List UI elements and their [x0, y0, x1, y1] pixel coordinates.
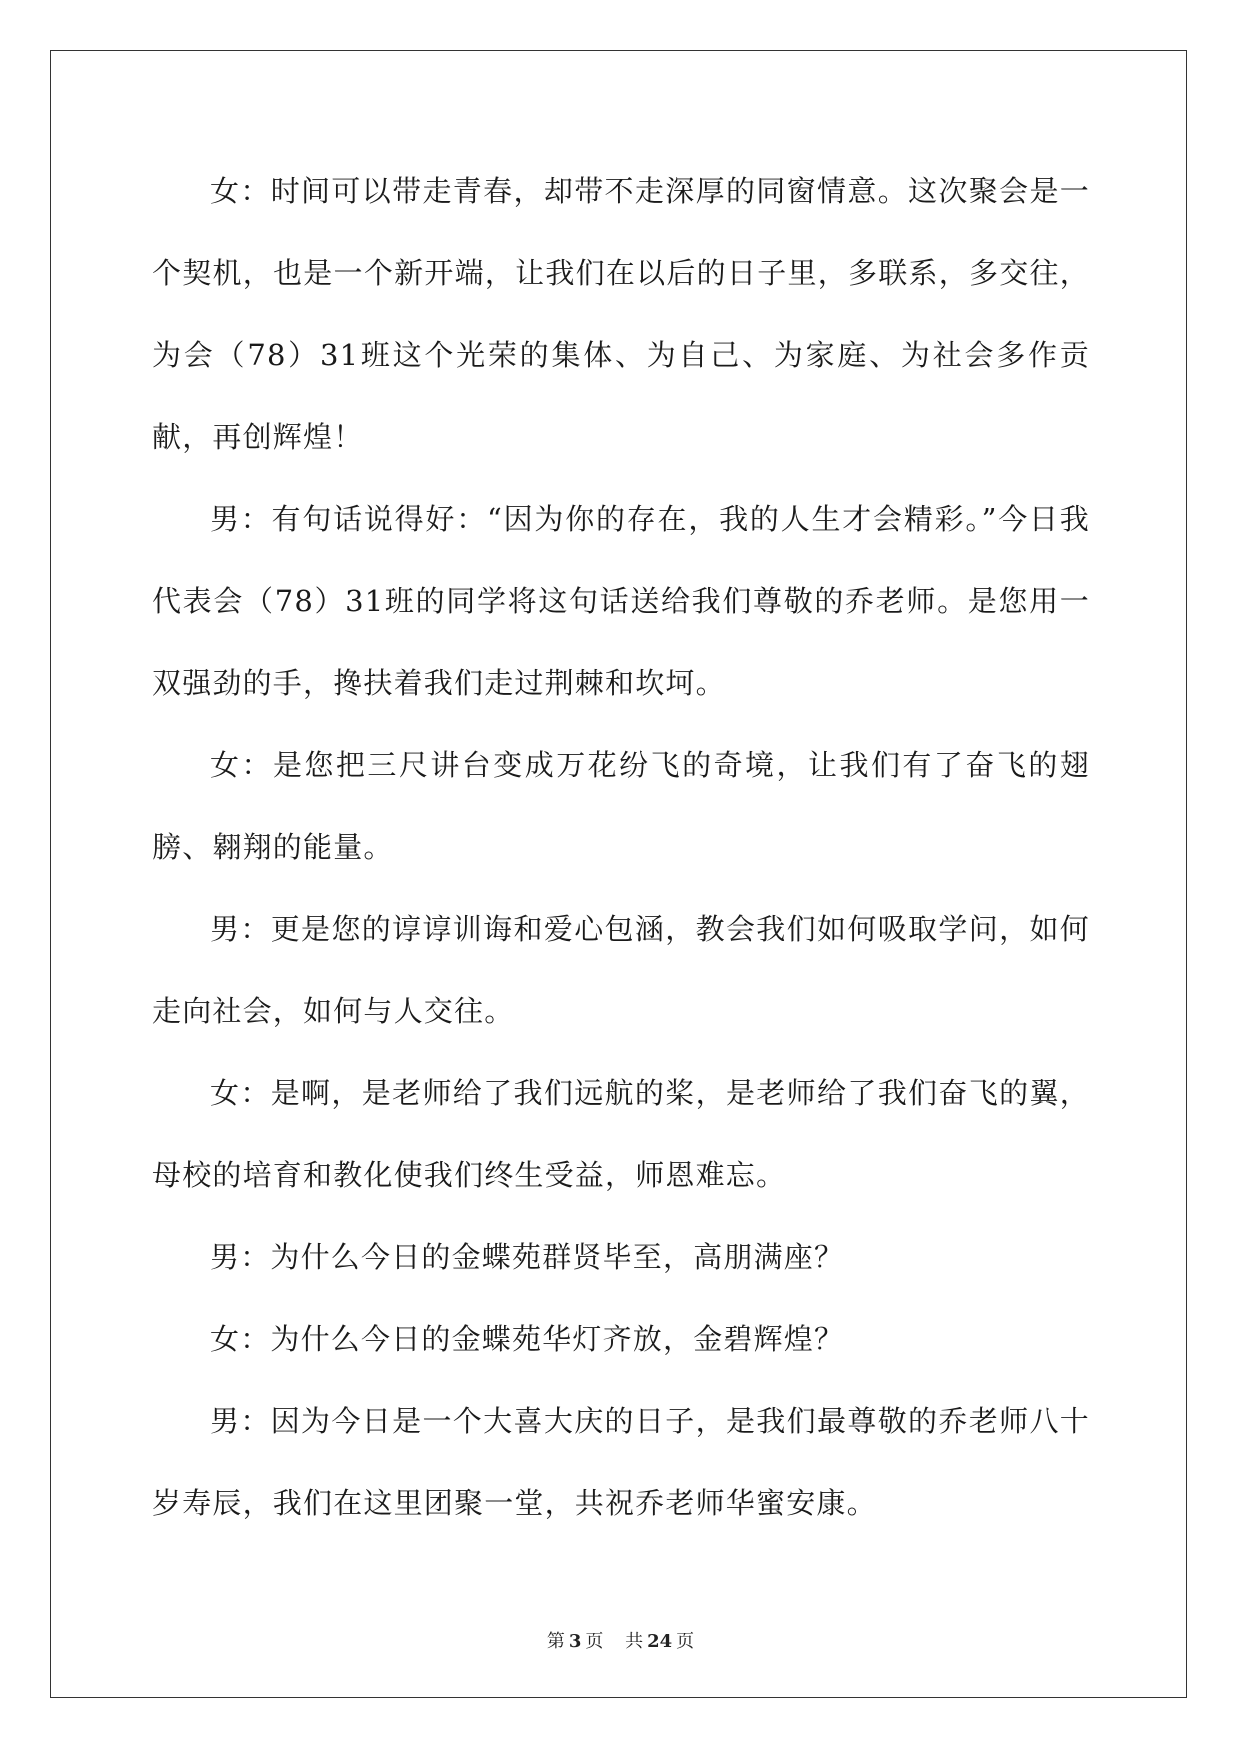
- total-suffix: 页: [676, 1631, 695, 1652]
- paragraph-2: 男：有句话说得好：“因为你的存在，我的人生才会精彩。”今日我代表会（78）31班的同学将这句话送给我们尊敬的乔老师。是您用一双强劲的手，搀扶着我们走过荆棘和坎坷。: [152, 502, 1090, 700]
- paragraph-1: 女：时间可以带走青春，却带不走深厚的同窗情意。这次聚会是一个契机，也是一个新开端，让我们在以后的日子里，多联系，多交往，为会（78）31班这个光荣的集体、为自己、为家庭、为社会多作贡献，再创辉煌！: [152, 174, 1090, 454]
- total-indicator: [621, 1631, 698, 1652]
- total-prefix: 共: [625, 1631, 644, 1652]
- page-number: 3: [568, 1631, 582, 1652]
- paragraph-7: 女：为什么今日的金蝶苑华灯齐放，金碧辉煌？: [210, 1322, 845, 1356]
- paragraph-6: 男：为什么今日的金蝶苑群贤毕至，高朋满座？: [210, 1240, 845, 1274]
- paragraph-5: 女：是啊，是老师给了我们远航的桨，是老师给了我们奋飞的翼，母校的培育和教化使我们终生受益，师恩难忘。: [152, 1076, 1090, 1192]
- paragraph-4: 男：更是您的谆谆训诲和爱心包涵，教会我们如何吸取学问，如何走向社会，如何与人交往。: [152, 912, 1090, 1028]
- page-suffix: 页: [585, 1631, 604, 1652]
- page-indicator: [543, 1631, 608, 1652]
- document-body: [152, 150, 1090, 1544]
- page-prefix: 第: [546, 1631, 565, 1652]
- total-pages: 24: [647, 1631, 673, 1652]
- paragraph-8: 男：因为今日是一个大喜大庆的日子，是我们最尊敬的乔老师八十岁寿辰，我们在这里团聚一堂，共祝乔老师华蜜安康。: [152, 1404, 1090, 1520]
- page-footer: [0, 1627, 1241, 1653]
- paragraph-3: 女：是您把三尺讲台变成万花纷飞的奇境，让我们有了奋飞的翅膀、翱翔的能量。: [152, 748, 1090, 864]
